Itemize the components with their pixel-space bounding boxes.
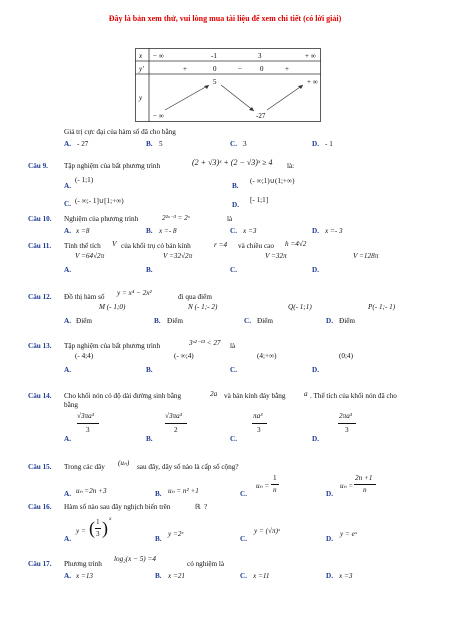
q14-a-var: a — [304, 390, 308, 398]
q9-stem: Tập nghiệm của bất phương trình — [64, 162, 161, 170]
q11-stem1: Tính thể tích — [64, 242, 101, 250]
q14-option-b-den: 2 — [174, 426, 178, 434]
q12-stem: Đồ thị hàm số — [64, 293, 105, 301]
q11-h: h =4√2 — [285, 240, 307, 248]
q14-option-c-bar — [252, 423, 267, 424]
q9-expression: (2 + √3)ˣ + (2 − √3)ˣ ≥ 4 — [192, 158, 273, 167]
option-a-label: A. — [64, 266, 71, 274]
table-x-value: + ∞ — [305, 52, 316, 60]
q10-stem: Nghiệm của phương trình — [64, 215, 139, 223]
q15-option-d-lhs: uₙ = — [340, 482, 354, 490]
q16-end: ? — [204, 503, 208, 511]
q15-option-c-den: n — [273, 486, 277, 494]
option-d-label: D. — [232, 201, 239, 209]
q16-option-a-exp: x — [109, 516, 112, 522]
q13-expression: 3ˣ²⁻¹³ < 27 — [189, 339, 221, 347]
q14-option-c-den: 3 — [257, 426, 261, 434]
q11-option-b: V =32√2π — [163, 252, 193, 260]
q14-stem3: . Thể tích của khối nón đã cho — [310, 392, 397, 400]
q11-stem2: của khối trụ có bán kính — [121, 242, 191, 250]
q11-stem3: và chiều cao — [238, 242, 274, 250]
option-b-label: B. — [146, 266, 153, 274]
table-sign: − — [238, 65, 242, 73]
option-a-label: A. — [64, 227, 71, 235]
option-d-label: D. — [312, 366, 319, 374]
q10-option-b: x =- 8 — [159, 227, 177, 235]
q16-option-a-lhs: y = — [76, 527, 86, 535]
option-b-label: B. — [155, 572, 162, 580]
q12-end: đi qua điểm — [178, 293, 212, 301]
option-b-label: B. — [232, 182, 239, 190]
option-c-label: C. — [240, 490, 247, 498]
q13-stem: Tập nghiệm của bất phương trình — [64, 342, 161, 350]
option-a-label: A. — [64, 140, 71, 148]
q14-stem4: bằng — [64, 401, 78, 409]
q15-option-c-lhs: uₙ = — [256, 482, 270, 490]
q16-paren-close: ) — [102, 518, 108, 538]
q9-end: là: — [287, 162, 295, 170]
table-y-label: y — [139, 94, 143, 102]
q8-option-a: - 27 — [77, 140, 89, 148]
q14-stem1: Cho khối nón có độ dài đường sinh bằng — [64, 392, 182, 400]
q10-option-a: x =8 — [76, 227, 90, 235]
option-a-label: A. — [64, 366, 71, 374]
q9-option-d: [- 1;1] — [250, 196, 269, 204]
option-c-label: C. — [244, 317, 251, 325]
q9-option-a: (- 1;1) — [75, 176, 94, 184]
table-x-value: 3 — [258, 52, 262, 60]
table-sign: + — [183, 65, 187, 73]
option-a-label: A. — [64, 535, 71, 543]
q14-stem2: và bán kính đáy bằng — [224, 392, 286, 400]
table-sign: 0 — [213, 65, 217, 73]
q14-option-a-bar — [77, 423, 99, 424]
q17-expression: log₂(x − 5) =4 — [114, 555, 156, 563]
option-a-label: A. — [64, 490, 71, 498]
q9-number: Câu 9. — [28, 162, 48, 170]
q15-option-d-den: n — [363, 486, 367, 494]
table-x-label: x — [139, 52, 143, 60]
q16-option-d: y = eˣ — [340, 530, 357, 538]
q8-options — [64, 140, 394, 150]
q14-number: Câu 14. — [28, 392, 52, 400]
q12-point-b: N (- 1;- 2) — [188, 303, 218, 311]
q14-option-d-den: 3 — [345, 426, 349, 434]
q15-stem1: Trong các dãy — [64, 463, 105, 471]
q12-number: Câu 12. — [28, 293, 52, 301]
option-d-label: D. — [312, 140, 319, 148]
q17-options — [64, 572, 394, 582]
q15-option-c-num: 1 — [273, 474, 277, 482]
q17-option-c: x =11 — [253, 572, 270, 580]
q16-option-b: y =2ˣ — [168, 530, 184, 538]
q12-point-d: P(- 1;- 1) — [368, 303, 396, 311]
option-a-label: A. — [64, 572, 71, 580]
table-x-value: − ∞ — [153, 52, 164, 60]
table-y-top-right: + ∞ — [307, 78, 318, 86]
q14-option-d-num: 2πa³ — [339, 412, 352, 420]
q12-options — [64, 317, 424, 327]
option-d-label: D. — [326, 572, 333, 580]
q16-stem: Hàm số nào sau đây nghịch biến trên — [64, 503, 171, 511]
q8-option-b: 5 — [159, 140, 163, 148]
q17-option-a: x =13 — [76, 572, 94, 580]
q8-stem: Giá trị cực đại của hàm số đã cho bằng — [64, 128, 176, 136]
table-sign: + — [285, 65, 289, 73]
q13-option-c: (4;+∞) — [257, 352, 277, 360]
q8-option-c: 3 — [243, 140, 247, 148]
q15-option-a: uₙ =2n +3 — [76, 487, 107, 495]
q10-end: là — [227, 215, 233, 223]
q16-option-a-den: 3 — [96, 530, 100, 538]
q15-option-d-bar — [354, 484, 376, 485]
q9-option-c: (- ∞;- 1]∪[1;+∞) — [75, 197, 124, 205]
option-c-label: C. — [240, 535, 247, 543]
q17-option-b: x =21 — [168, 572, 186, 580]
option-c-label: C. — [230, 227, 237, 235]
q16-paren-open: ( — [89, 518, 95, 538]
table-y-top: 5 — [213, 78, 217, 86]
q10-option-d: x =- 3 — [325, 227, 343, 235]
q11-r: r =4 — [214, 241, 228, 249]
preview-banner: Đây là bản xem thử, vui lòng mua tài liệu để xem chi tiết (có lời giải) — [108, 14, 342, 23]
q11-number: Câu 11. — [28, 242, 52, 250]
q13-labels — [64, 366, 394, 376]
q10-options — [64, 227, 394, 237]
q15-number: Câu 15. — [28, 463, 52, 471]
q15-option-c-bar — [271, 484, 279, 485]
q11-option-a: V =64√2π — [75, 252, 105, 260]
table-sign: 0 — [260, 65, 264, 73]
q11-option-d: V =128π — [353, 252, 379, 260]
q12-option-b: Điểm — [167, 317, 183, 325]
q9-option-b: (- ∞;1)∪(1;+∞) — [250, 177, 295, 185]
q10-option-c: x =3 — [243, 227, 257, 235]
option-d-label: D. — [312, 266, 319, 274]
q15-seq: (uₙ) — [118, 459, 130, 467]
option-c-label: C. — [240, 572, 247, 580]
q16-option-c: y = (√π)ˣ — [254, 527, 280, 535]
option-c-label: C. — [230, 435, 237, 443]
option-b-label: B. — [146, 366, 153, 374]
option-d-label: D. — [312, 435, 319, 443]
q16-option-a-num: 1 — [96, 518, 100, 526]
q14-option-b-num: √3πa³ — [165, 412, 182, 420]
q14-option-a-num: √3πa³ — [77, 412, 94, 420]
option-a-label: A. — [64, 182, 71, 190]
q12-point-c: Q(- 1;1) — [288, 303, 312, 311]
q14-option-c-num: πa³ — [253, 412, 263, 420]
table-y-bottom: -27 — [256, 112, 266, 120]
q16-number: Câu 16. — [28, 503, 52, 511]
option-c-label: C. — [230, 140, 237, 148]
table-yp-label: y' — [139, 65, 144, 73]
option-d-label: D. — [312, 227, 319, 235]
q14-two-a: 2a — [210, 390, 218, 398]
option-a-label: A. — [64, 435, 71, 443]
option-d-label: D. — [326, 535, 333, 543]
q13-option-d: (0;4) — [339, 352, 353, 360]
q16-option-a-bar — [95, 528, 101, 529]
option-a-label: A. — [64, 317, 71, 325]
option-b-label: B. — [155, 490, 162, 498]
q14-labels — [64, 435, 394, 445]
q12-option-a: Điểm — [76, 317, 92, 325]
table-x-value: -1 — [211, 52, 217, 60]
q14-option-a-den: 3 — [86, 426, 90, 434]
option-b-label: B. — [154, 317, 161, 325]
q17-number: Câu 17. — [28, 560, 52, 568]
q11-labels — [64, 266, 394, 276]
option-b-label: B. — [155, 535, 162, 543]
q12-point-a: M (- 1;0) — [99, 303, 126, 311]
variation-table — [135, 48, 321, 122]
table-y-bottom-left: − ∞ — [153, 112, 164, 120]
q14-option-d-bar — [338, 423, 356, 424]
q14-option-b-bar — [165, 423, 187, 424]
q17-stem: Phương trình — [64, 560, 102, 568]
q15-option-d-num: 2n +1 — [355, 474, 373, 482]
q12-option-c: Điểm — [257, 317, 273, 325]
q12-expression: y = x⁴ − 2x² — [117, 289, 152, 297]
option-d-label: D. — [326, 490, 333, 498]
option-c-label: C. — [64, 200, 71, 208]
q10-number: Câu 10. — [28, 215, 52, 223]
q16-set: ℝ — [195, 503, 201, 511]
q13-end: là — [230, 342, 236, 350]
option-b-label: B. — [146, 227, 153, 235]
q17-option-d: x =3 — [339, 572, 353, 580]
option-b-label: B. — [146, 140, 153, 148]
option-c-label: C. — [230, 366, 237, 374]
option-c-label: C. — [230, 266, 237, 274]
q13-option-a: (- 4;4) — [75, 352, 94, 360]
q13-option-b: (- ∞;4) — [174, 352, 194, 360]
q15-option-b: uₙ = n² +1 — [168, 487, 199, 495]
q15-stem2: sau đây, dãy số nào là cấp số cộng? — [137, 463, 239, 471]
option-d-label: D. — [326, 317, 333, 325]
q12-option-d: Điểm — [339, 317, 355, 325]
q17-end: có nghiệm là — [187, 560, 225, 568]
q11-v: V — [112, 240, 117, 248]
q13-number: Câu 13. — [28, 342, 52, 350]
q10-expression: 2²ˣ⁻³ = 2ˣ — [162, 214, 190, 222]
q8-option-d: - 1 — [325, 140, 333, 148]
q11-option-c: V =32π — [265, 252, 287, 260]
option-b-label: B. — [146, 435, 153, 443]
